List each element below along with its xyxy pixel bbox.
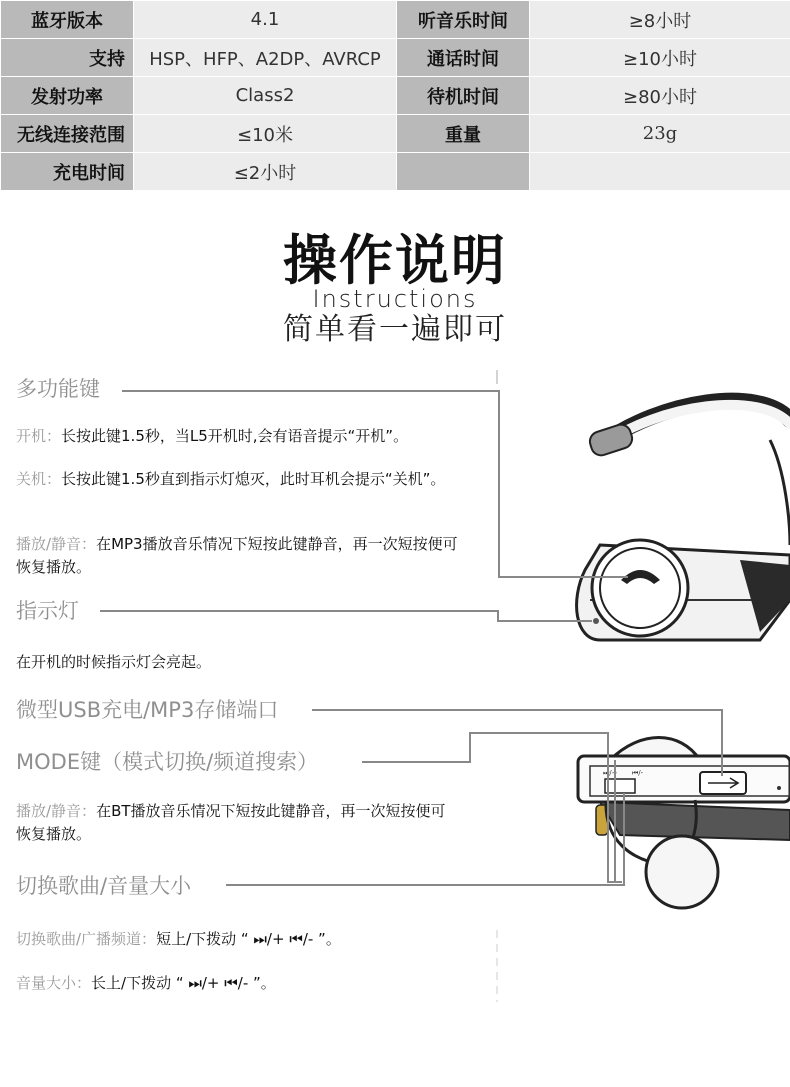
spec-key: 蓝牙版本 xyxy=(1,1,134,39)
spec-value: 23g xyxy=(530,115,790,153)
spec-key: 通话时间 xyxy=(397,39,530,77)
spec-key: 重量 xyxy=(397,115,530,153)
spec-key: 待机时间 xyxy=(397,77,530,115)
mode-play-mute-text: 在BT播放音乐情况下短按此键静音，再一次短按便可恢复播放。 xyxy=(16,802,446,843)
volume-label: 音量大小： xyxy=(16,974,92,992)
multi-function-key-header: 多功能键 xyxy=(16,377,100,401)
volume-description xyxy=(16,972,276,995)
volume-text: 长上/下拨动 “ ⏭/+ ⏮/- ”。 xyxy=(91,974,276,992)
earpiece-side-view xyxy=(577,401,790,640)
switch-volume-header: 切换歌曲/音量大小 xyxy=(16,874,192,898)
spec-key: 支持 xyxy=(1,39,134,77)
spec-value: ≥8小时 xyxy=(530,1,790,39)
spec-key: 听音乐时间 xyxy=(397,1,530,39)
spec-value: ≥10小时 xyxy=(530,39,790,77)
title-english: Instructions xyxy=(312,285,478,313)
prev-minus-mark: ⏮/- xyxy=(632,769,644,777)
spec-key: 无线连接范围 xyxy=(1,115,134,153)
spec-value: ≤2小时 xyxy=(134,153,397,191)
spec-value: 4.1 xyxy=(134,1,397,39)
spec-key: 发射功率 xyxy=(1,77,134,115)
switch-song-text: 短上/下拨动 “ ⏭/+ ⏮/- ”。 xyxy=(156,930,341,948)
spec-value: HSP、HFP、A2DP、AVRCP xyxy=(134,39,397,77)
play-mute-text: 在MP3播放音乐情况下短按此键静音，再一次短按便可恢复播放。 xyxy=(16,535,458,576)
indicator-light-description: 在开机的时候指示灯会亮起。 xyxy=(16,653,212,671)
indicator-light-header: 指示灯 xyxy=(16,599,79,623)
switch-song-label: 切换歌曲/广播频道： xyxy=(16,930,157,948)
power-off-description xyxy=(16,468,466,491)
power-off-label: 关机： xyxy=(16,470,62,488)
title-subtitle: 简单看一遍即可 xyxy=(283,312,507,347)
play-mute-label: 播放/静音： xyxy=(16,535,97,553)
switch-song-description xyxy=(16,928,341,951)
title-chinese: 操作说明 xyxy=(283,229,507,292)
usb-port-header: 微型USB充电/MP3存储端口 xyxy=(16,698,279,722)
power-on-text: 长按此键1.5秒，当L5开机时,会有语音提示“开机”。 xyxy=(61,427,409,445)
mode-play-mute-description xyxy=(16,800,456,846)
next-plus-mark: ⏭/+ xyxy=(603,769,618,777)
spec-value: ≥80小时 xyxy=(530,77,790,115)
spec-value: ≤10米 xyxy=(134,115,397,153)
mode-play-mute-label: 播放/静音： xyxy=(16,802,97,820)
spec-value: Class2 xyxy=(134,77,397,115)
power-off-text: 长按此键1.5秒直到指示灯熄灭，此时耳机会提示“关机”。 xyxy=(61,470,446,488)
spec-key: 充电时间 xyxy=(1,153,134,191)
play-mute-description xyxy=(16,533,471,579)
mode-key-header: MODE键（模式切换/频道搜索） xyxy=(16,750,319,774)
power-on-description xyxy=(16,425,496,448)
power-on-label: 开机： xyxy=(16,427,62,445)
